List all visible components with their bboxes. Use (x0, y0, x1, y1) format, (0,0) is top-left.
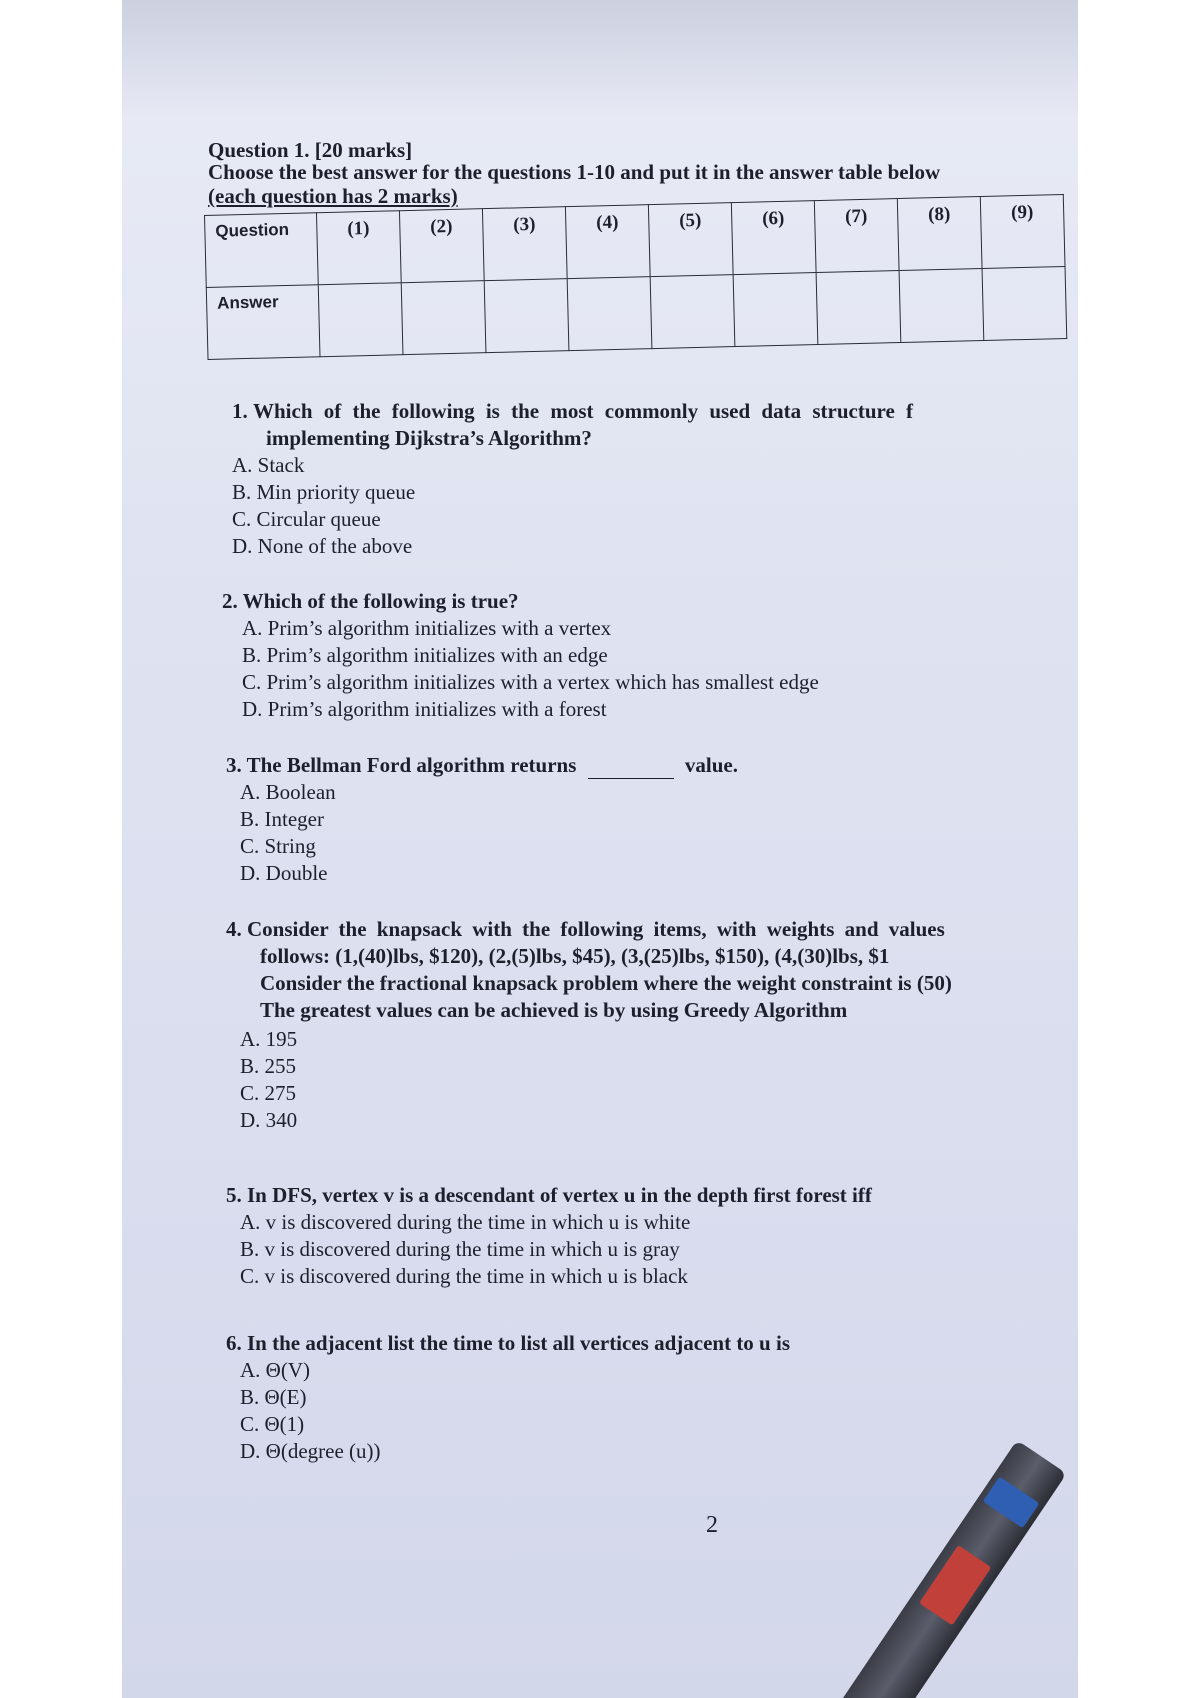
option: B. Min priority queue (232, 480, 416, 504)
option: D. 340 (240, 1108, 298, 1132)
question-text: In the adjacent list the time to list all vertices adjacent to u is (247, 1331, 790, 1355)
answer-cell (733, 273, 818, 347)
option: A. Θ(V) (240, 1358, 310, 1382)
question-number: 3. (226, 753, 242, 777)
question-number: 1. (232, 399, 248, 423)
option: B. v is discovered during the time in which u is gray (240, 1237, 680, 1261)
answer-cell (484, 279, 569, 353)
question-text: Which of the following is the most commonly used data structure f (253, 399, 914, 423)
answer-cell (816, 271, 901, 345)
column-header: (6) (731, 201, 816, 275)
column-header: (1) (316, 211, 401, 285)
question-text: The Bellman Ford algorithm returns (246, 753, 577, 777)
question-text-line: Consider the fractional knapsack problem where the weight constraint is (50) (260, 971, 952, 995)
background-left (0, 0, 122, 1698)
option: B. Prim’s algorithm initializes with an edge (242, 643, 608, 667)
option: D. Prim’s algorithm initializes with a forest (242, 697, 607, 721)
option: B. Θ(E) (240, 1385, 307, 1409)
row-label-answer: Answer (206, 285, 320, 360)
option: C. String (240, 834, 316, 858)
question-text-line: Consider the knapsack with the following items, with weights and values (247, 917, 945, 941)
question-2 (222, 588, 819, 723)
column-header: (4) (565, 205, 650, 279)
option: C. Prim’s algorithm initializes with a vertex which has smallest edge (242, 670, 819, 694)
option: B. Integer (240, 807, 324, 831)
option: C. Circular queue (232, 507, 381, 531)
answer-cell (318, 283, 403, 357)
answer-table (204, 194, 1067, 360)
question-6 (226, 1330, 790, 1465)
column-header: (2) (399, 209, 484, 283)
column-header: (7) (814, 199, 899, 273)
page-number: 2 (706, 1512, 718, 1538)
column-header: (3) (482, 207, 567, 281)
question-text: Which of the following is true? (242, 589, 519, 613)
answer-cell (567, 277, 652, 351)
question-3 (226, 752, 738, 887)
question-5 (226, 1182, 872, 1290)
question-text: In DFS, vertex v is a descendant of vertex u in the depth first forest iff (247, 1183, 872, 1207)
option: A. 195 (240, 1027, 298, 1051)
answer-cell (650, 275, 735, 349)
pen-band (983, 1477, 1040, 1529)
row-label-question: Question (205, 213, 319, 288)
pen-image (816, 1440, 1067, 1698)
question-number: 2. (222, 589, 238, 613)
option: D. Θ(degree (u)) (240, 1439, 381, 1463)
answer-cell (982, 266, 1067, 340)
question-text-end: value. (684, 753, 738, 777)
question-number: 6. (226, 1331, 242, 1355)
fill-in-blank (588, 760, 674, 779)
option: D. Double (240, 861, 328, 885)
option: A. Boolean (240, 780, 336, 804)
column-header: (8) (897, 197, 982, 271)
background-right (1078, 0, 1200, 1698)
question-4 (226, 916, 1078, 1134)
exam-page (122, 0, 1078, 1698)
question-text-cont: implementing Dijkstra’s Algorithm? (266, 426, 592, 450)
column-header: (5) (648, 203, 733, 277)
question-text-line: The greatest values can be achieved is by using Greedy Algorithm (260, 998, 848, 1022)
page-shadow (122, 0, 1078, 120)
pen-label (919, 1545, 991, 1625)
answer-cell (899, 269, 984, 343)
option: B. 255 (240, 1054, 297, 1078)
option: C. Θ(1) (240, 1412, 305, 1436)
column-header: (9) (980, 195, 1065, 269)
question-number: 5. (226, 1183, 242, 1207)
answer-cell (401, 281, 486, 355)
option: A. Prim’s algorithm initializes with a vertex (242, 616, 612, 640)
question-text-line: follows: (1,(40)lbs, $120), (2,(5)lbs, $45), (3,(25)lbs, $150), (4,(30)lbs, $1 (260, 944, 890, 968)
question-1 (232, 398, 913, 560)
question-heading: Question 1. [20 marks] (208, 138, 413, 162)
option: C. 275 (240, 1081, 297, 1105)
option: D. None of the above (232, 534, 413, 558)
option: C. v is discovered during the time in which u is black (240, 1264, 688, 1288)
instruction-text: Choose the best answer for the questions 1-10 and put it in the answer table below (208, 160, 941, 184)
option: A. v is discovered during the time in which u is white (240, 1210, 691, 1234)
marks-note: (each question has 2 marks) (208, 184, 458, 208)
question-number: 4. (226, 917, 242, 941)
option: A. Stack (232, 453, 305, 477)
